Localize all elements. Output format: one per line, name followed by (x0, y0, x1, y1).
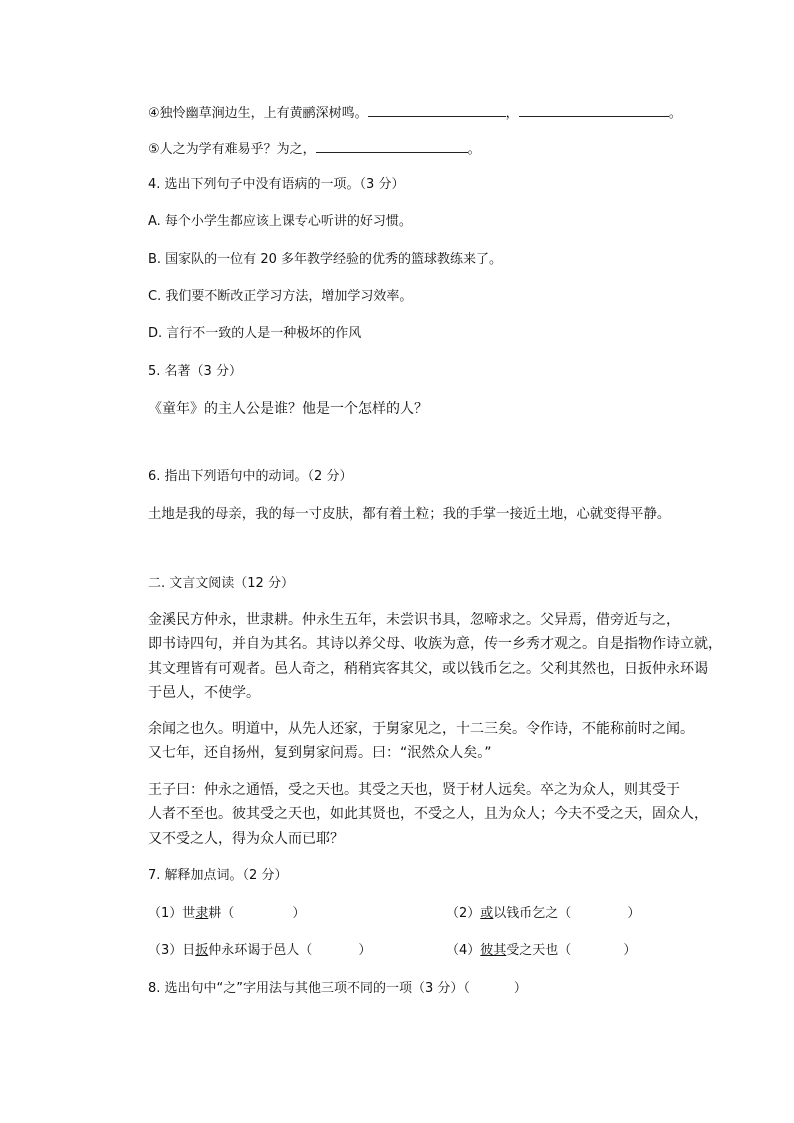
key-word: 彼其 (480, 943, 507, 958)
q7-item-4: （4）彼其受之天也（ ） (446, 943, 637, 958)
question-5-text: 《童年》的主人公是谁？他是一个怎样的人？ (148, 401, 428, 417)
q7-item-3: （3）日扳仲永环谒于邑人（ ） (148, 943, 372, 958)
key-word: 扳 (195, 943, 209, 958)
q7-item-2: （2）或以钱币乞之（ ） (446, 906, 641, 921)
poem-text: 人之为学有难易乎？为之， (159, 142, 316, 157)
option-b: B. 国家队的一位有 20 多年教学经验的优秀的篮球教练来了。 (148, 252, 502, 267)
poem-line-5 (148, 139, 481, 159)
passage-line: 人者不至也。彼其受之天也，如此其贤也，不受之人，且为众人；今夫不受之天，固众人， (148, 806, 708, 823)
passage-paragraph-1 (148, 608, 722, 705)
section-2-title: 二. 文言文阅读（12 分） (148, 576, 294, 591)
passage-line: 余闻之也久。明道中，从先人还家，于舅家见之，十二三矣。令作诗，不能称前时之闻。 (148, 721, 694, 737)
question-8-title: 8. 选出句中“之”字用法与其他三项不同的一项（3 分）（ ） (148, 981, 527, 996)
poem-text: 独怜幽草涧边生，上有黄鹂深树鸣。 (159, 106, 368, 121)
passage-line: 其文理皆有可观者。邑人奇之，稍稍宾客其父，或以钱币乞之。父利其然也，日扳仲永环谒 (148, 660, 708, 677)
passage-line: 王子曰：仲永之通悟，受之天也。其受之天也，贤于材人远矣。卒之为众人，则其受于 (148, 782, 680, 798)
passage-line: 又不受之人，得为众人而已耶？ (148, 830, 344, 847)
answer-blank[interactable] (519, 103, 669, 117)
question-6-sentence: 土地是我的母亲，我的每一寸皮肤，都有着土粒；我的手掌一接近土地，心就变得平静。 (148, 507, 671, 522)
punctuation: ， (505, 106, 519, 121)
answer-blank[interactable] (368, 103, 506, 117)
passage-line: 金溪民方仲永，世隶耕。仲永生五年，未尝识书具，忽啼求之。父异焉，借旁近与之， (148, 612, 680, 628)
poem-line-4 (148, 103, 682, 123)
punctuation: 。 (467, 142, 481, 157)
passage-line: 于邑人，不使学。 (148, 684, 260, 701)
option-d: D. 言行不一致的人是一种极坏的作风 (148, 326, 362, 341)
question-6-title: 6. 指出下列语句中的动词。（2 分） (148, 469, 353, 484)
passage-line: 又七年，还自扬州，复到舅家问焉。曰：“泯然众人矣。” (148, 745, 492, 762)
key-word: 或 (480, 906, 494, 921)
question-7-title: 7. 解释加点词。（2 分） (148, 868, 288, 883)
passage-line: 即书诗四句，并自为其名。其诗以养父母、收族为意，传一乡秀才观之。自是指物作诗立就， (148, 636, 722, 653)
question-5-title: 5. 名著（3 分） (148, 364, 242, 379)
item-number: ④ (148, 106, 160, 121)
passage-paragraph-2 (148, 717, 694, 766)
item-number: ⑤ (148, 142, 160, 157)
answer-blank[interactable] (316, 139, 468, 153)
passage-paragraph-3 (148, 778, 708, 851)
q7-item-1: （1）世隶耕（ ） (148, 906, 306, 921)
punctuation: 。 (668, 106, 682, 121)
question-4-title: 4. 选出下列句子中没有语病的一项。（3 分） (148, 177, 405, 192)
option-c: C. 我们要不断改正学习方法，增加学习效率。 (148, 289, 413, 304)
option-a: A. 每个小学生都应该上课专心听讲的好习惯。 (148, 214, 412, 229)
key-word: 隶 (195, 906, 209, 921)
